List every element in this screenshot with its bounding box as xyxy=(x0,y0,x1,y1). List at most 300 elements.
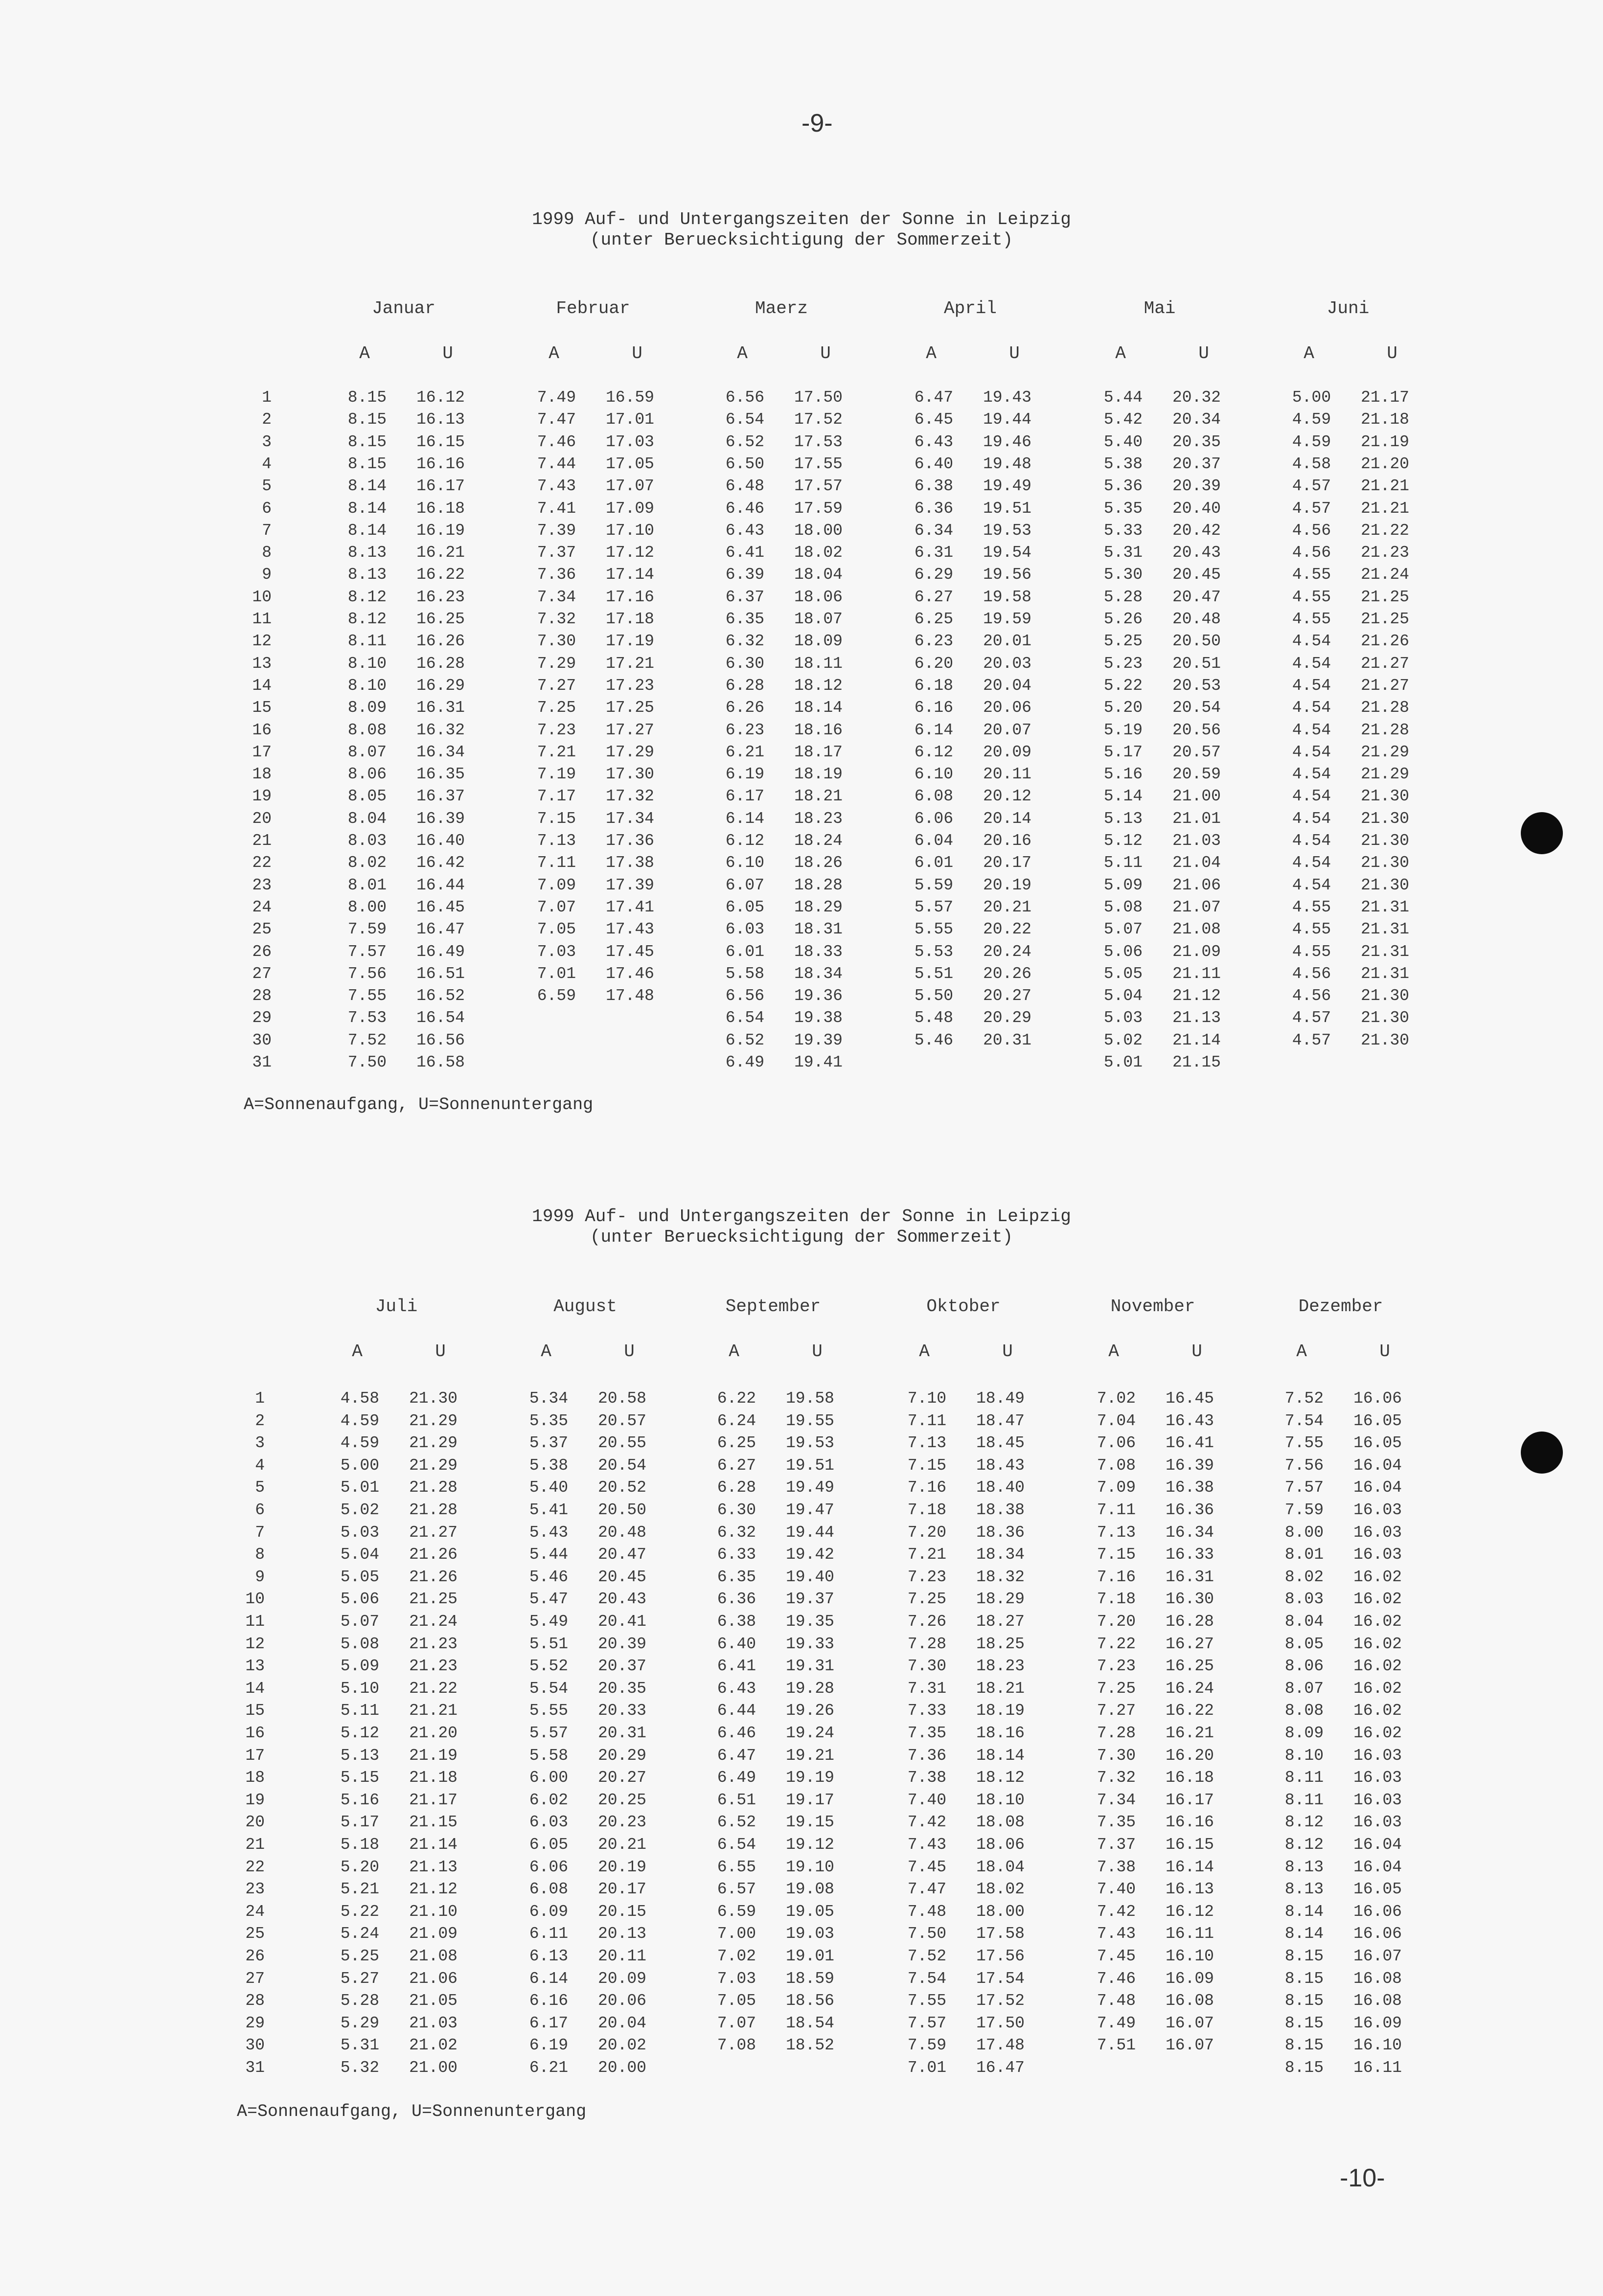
sunrise-cell: 4.55 xyxy=(1292,610,1331,628)
sunrise-cell: 7.30 xyxy=(537,632,576,651)
sunset-cell: 18.34 xyxy=(794,964,843,983)
sunset-cell: 18.32 xyxy=(976,1568,1025,1586)
sunset-cell: 16.03 xyxy=(1353,1523,1402,1542)
sunrise-cell: 7.18 xyxy=(907,1501,946,1519)
sunrise-cell: 6.39 xyxy=(725,566,764,584)
sunrise-cell: 8.09 xyxy=(1284,1724,1324,1742)
day-number: 11 xyxy=(245,1613,265,1631)
sunset-cell: 16.35 xyxy=(416,765,465,784)
sunset-cell: 16.28 xyxy=(416,654,465,673)
sunset-cell: 19.03 xyxy=(785,1925,834,1943)
sunset-cell: 21.14 xyxy=(1172,1031,1221,1049)
sunset-cell: 18.31 xyxy=(794,920,843,939)
sunset-cell: 16.17 xyxy=(1165,1791,1214,1809)
sunrise-cell: 8.11 xyxy=(1284,1769,1324,1787)
sunrise-cell: 7.51 xyxy=(1097,2036,1136,2055)
sunrise-cell: 8.15 xyxy=(1284,1992,1324,2010)
day-number: 19 xyxy=(245,1791,265,1809)
sunrise-cell: 5.06 xyxy=(1103,942,1143,961)
sunset-cell: 19.33 xyxy=(785,1635,834,1653)
sunset-cell: 20.00 xyxy=(597,2059,646,2077)
column-header-a: A xyxy=(359,343,370,364)
sunrise-cell: 4.58 xyxy=(1292,455,1331,473)
day-number: 18 xyxy=(252,765,272,784)
sunset-cell: 16.02 xyxy=(1353,1635,1402,1653)
column-header-a: A xyxy=(1108,1341,1119,1362)
sunrise-cell: 5.27 xyxy=(340,1969,379,1988)
sunrise-cell: 5.05 xyxy=(340,1568,379,1586)
sunset-cell: 16.03 xyxy=(1353,1769,1402,1787)
sunrise-cell: 5.19 xyxy=(1103,721,1143,739)
sunrise-cell: 7.57 xyxy=(347,942,387,961)
sunset-cell: 18.00 xyxy=(794,521,843,540)
day-number: 26 xyxy=(252,942,272,961)
sunset-cell: 19.17 xyxy=(785,1791,834,1809)
sunrise-cell: 7.54 xyxy=(907,1969,946,1988)
sunset-cell: 17.48 xyxy=(976,2036,1025,2055)
sunset-cell: 18.29 xyxy=(794,898,843,916)
sunset-cell: 16.12 xyxy=(1165,1902,1214,1921)
sunrise-cell: 5.08 xyxy=(1103,898,1143,916)
sunset-cell: 20.11 xyxy=(597,1947,646,1965)
sunrise-cell: 4.54 xyxy=(1292,632,1331,651)
sunrise-cell: 7.11 xyxy=(1097,1501,1136,1519)
sunset-cell: 20.04 xyxy=(597,2014,646,2032)
sunset-cell: 16.39 xyxy=(416,809,465,828)
sunset-cell: 16.39 xyxy=(1165,1456,1214,1475)
sunrise-cell: 5.38 xyxy=(529,1456,568,1475)
sunrise-cell: 8.12 xyxy=(347,610,387,628)
sunrise-cell: 7.37 xyxy=(1097,1836,1136,1854)
sunset-cell: 19.51 xyxy=(785,1456,834,1475)
sunset-cell: 19.53 xyxy=(785,1434,834,1453)
sunset-cell: 16.04 xyxy=(1353,1456,1402,1475)
sunrise-cell: 5.28 xyxy=(340,1992,379,2010)
sunrise-cell: 8.10 xyxy=(347,654,387,673)
sunrise-cell: 5.57 xyxy=(529,1724,568,1742)
sunrise-cell: 7.16 xyxy=(907,1478,946,1497)
sunrise-cell: 7.08 xyxy=(1097,1456,1136,1475)
table-title xyxy=(0,1206,1603,1248)
sunset-cell: 17.52 xyxy=(794,410,843,429)
sunset-cell: 20.45 xyxy=(597,1568,646,1586)
sunrise-cell: 6.27 xyxy=(914,588,953,606)
sunset-cell: 19.19 xyxy=(785,1769,834,1787)
sunrise-cell: 6.08 xyxy=(914,787,953,806)
sunrise-cell: 8.07 xyxy=(347,743,387,761)
column-header-u: U xyxy=(1191,1341,1202,1362)
day-number: 25 xyxy=(252,920,272,939)
sunrise-cell: 4.56 xyxy=(1292,987,1331,1005)
sunrise-cell: 6.06 xyxy=(529,1858,568,1876)
sunset-cell: 20.26 xyxy=(983,964,1031,983)
sunrise-cell: 4.54 xyxy=(1292,832,1331,850)
sunrise-cell: 7.00 xyxy=(717,1925,756,1943)
sunrise-cell: 6.17 xyxy=(529,2014,568,2032)
sunrise-cell: 6.47 xyxy=(717,1746,756,1765)
sunset-cell: 17.52 xyxy=(976,1992,1025,2010)
sunset-cell: 20.07 xyxy=(983,721,1031,739)
sunset-cell: 19.21 xyxy=(785,1746,834,1765)
sunset-cell: 17.45 xyxy=(605,942,654,961)
sunrise-cell: 7.46 xyxy=(537,432,576,451)
sunset-cell: 20.01 xyxy=(983,632,1031,651)
sunset-cell: 16.05 xyxy=(1353,1880,1402,1899)
month-header: Februar xyxy=(556,298,630,318)
sunset-cell: 19.54 xyxy=(983,544,1031,562)
sunrise-cell: 6.44 xyxy=(717,1702,756,1720)
sunrise-cell: 8.09 xyxy=(347,699,387,717)
sunset-cell: 18.16 xyxy=(794,721,843,739)
sunrise-cell: 4.55 xyxy=(1292,566,1331,584)
column-header-a: A xyxy=(737,343,748,364)
sunset-cell: 16.54 xyxy=(416,1009,465,1027)
sunset-cell: 16.45 xyxy=(416,898,465,916)
sunset-cell: 19.38 xyxy=(794,1009,843,1027)
sunset-cell: 17.14 xyxy=(605,566,654,584)
sunset-cell: 21.25 xyxy=(1360,610,1409,628)
sunrise-cell: 7.23 xyxy=(537,721,576,739)
sunset-cell: 20.56 xyxy=(1172,721,1221,739)
sunset-cell: 17.59 xyxy=(794,499,843,518)
sunset-cell: 20.39 xyxy=(597,1635,646,1653)
sunrise-cell: 5.57 xyxy=(914,898,953,916)
day-number: 8 xyxy=(262,544,272,562)
sunset-cell: 16.26 xyxy=(416,632,465,651)
day-number: 25 xyxy=(245,1925,265,1943)
sunset-cell: 21.18 xyxy=(1360,410,1409,429)
sunset-cell: 21.07 xyxy=(1172,898,1221,916)
sunset-cell: 16.13 xyxy=(416,410,465,429)
sunset-cell: 18.00 xyxy=(976,1902,1025,1921)
sunset-cell: 19.35 xyxy=(785,1613,834,1631)
sunrise-cell: 7.13 xyxy=(537,832,576,850)
sunrise-cell: 7.27 xyxy=(537,676,576,695)
sunrise-cell: 7.11 xyxy=(537,854,576,872)
sunset-cell: 21.30 xyxy=(1360,854,1409,872)
sunset-cell: 17.48 xyxy=(605,987,654,1005)
sunrise-cell: 8.15 xyxy=(347,455,387,473)
sunrise-cell: 5.26 xyxy=(1103,610,1143,628)
day-number: 20 xyxy=(245,1813,265,1832)
sunset-cell: 18.10 xyxy=(976,1791,1025,1809)
sunrise-cell: 8.01 xyxy=(347,876,387,894)
sunset-cell: 18.06 xyxy=(976,1836,1025,1854)
sunrise-cell: 7.53 xyxy=(347,1009,387,1027)
sunset-cell: 19.37 xyxy=(785,1590,834,1609)
sunset-cell: 18.19 xyxy=(794,765,843,784)
sunrise-cell: 7.07 xyxy=(537,898,576,916)
sunrise-cell: 5.16 xyxy=(1103,765,1143,784)
sunrise-cell: 6.45 xyxy=(914,410,953,429)
day-number: 23 xyxy=(252,876,272,894)
sunrise-cell: 8.15 xyxy=(347,410,387,429)
sunrise-cell: 5.09 xyxy=(340,1657,379,1676)
sunset-cell: 21.06 xyxy=(1172,876,1221,894)
sunrise-cell: 7.39 xyxy=(537,521,576,540)
sunrise-cell: 5.52 xyxy=(529,1657,568,1676)
sunset-cell: 16.16 xyxy=(416,455,465,473)
sunset-cell: 16.56 xyxy=(416,1031,465,1049)
sunset-cell: 19.56 xyxy=(983,566,1031,584)
sunset-cell: 20.43 xyxy=(597,1590,646,1609)
sunrise-cell: 6.18 xyxy=(914,676,953,695)
sunrise-cell: 5.06 xyxy=(340,1590,379,1609)
sunset-cell: 16.07 xyxy=(1165,2014,1214,2032)
sunset-cell: 18.27 xyxy=(976,1613,1025,1631)
day-number: 28 xyxy=(245,1992,265,2010)
sunrise-cell: 7.25 xyxy=(1097,1679,1136,1698)
sunrise-cell: 5.21 xyxy=(340,1880,379,1899)
sunset-cell: 21.18 xyxy=(409,1769,458,1787)
sunrise-cell: 7.45 xyxy=(907,1858,946,1876)
sunrise-cell: 8.07 xyxy=(1284,1679,1324,1698)
sunset-cell: 16.32 xyxy=(416,721,465,739)
sunset-cell: 19.39 xyxy=(794,1031,843,1049)
column-header-a: A xyxy=(926,343,937,364)
sunrise-cell: 4.55 xyxy=(1292,898,1331,916)
sunrise-cell: 8.13 xyxy=(1284,1880,1324,1899)
day-number: 1 xyxy=(255,1389,265,1408)
sunrise-cell: 4.54 xyxy=(1292,765,1331,784)
sunrise-cell: 6.07 xyxy=(725,876,764,894)
sunrise-cell: 6.25 xyxy=(717,1434,756,1453)
sunset-cell: 18.33 xyxy=(794,942,843,961)
sunset-cell: 17.18 xyxy=(605,610,654,628)
sunrise-cell: 6.59 xyxy=(717,1902,756,1921)
sunrise-cell: 8.14 xyxy=(347,477,387,496)
sunset-cell: 20.51 xyxy=(1172,654,1221,673)
sunset-cell: 16.12 xyxy=(416,388,465,407)
sunset-cell: 17.09 xyxy=(605,499,654,518)
sunset-cell: 16.33 xyxy=(1165,1546,1214,1564)
sunrise-cell: 5.09 xyxy=(1103,876,1143,894)
sunset-cell: 19.49 xyxy=(983,477,1031,496)
sunrise-cell: 5.32 xyxy=(340,2059,379,2077)
sunrise-cell: 6.30 xyxy=(717,1501,756,1519)
sunset-cell: 16.22 xyxy=(1165,1702,1214,1720)
sunset-cell: 17.07 xyxy=(605,477,654,496)
sunset-cell: 16.25 xyxy=(416,610,465,628)
sunset-cell: 16.11 xyxy=(1165,1925,1214,1943)
sunset-cell: 21.30 xyxy=(1360,809,1409,828)
sunrise-cell: 4.57 xyxy=(1292,1031,1331,1049)
sunrise-cell: 8.05 xyxy=(1284,1635,1324,1653)
sunset-cell: 21.17 xyxy=(1360,388,1409,407)
sunrise-cell: 6.31 xyxy=(914,544,953,562)
sunrise-cell: 7.59 xyxy=(1284,1501,1324,1519)
sunrise-cell: 7.33 xyxy=(907,1702,946,1720)
sunset-cell: 16.23 xyxy=(416,588,465,606)
sunset-cell: 19.55 xyxy=(785,1411,834,1430)
sunset-cell: 20.09 xyxy=(597,1969,646,1988)
sunset-cell: 18.38 xyxy=(976,1501,1025,1519)
sunset-cell: 21.13 xyxy=(409,1858,458,1876)
day-number: 13 xyxy=(245,1657,265,1676)
day-number: 2 xyxy=(262,410,272,429)
sunset-cell: 20.19 xyxy=(597,1858,646,1876)
sunset-cell: 21.15 xyxy=(1172,1053,1221,1071)
sunrise-cell: 5.11 xyxy=(1103,854,1143,872)
column-header-a: A xyxy=(549,343,559,364)
sunrise-cell: 4.59 xyxy=(340,1434,379,1453)
sunrise-cell: 7.38 xyxy=(1097,1858,1136,1876)
sunrise-cell: 7.30 xyxy=(907,1657,946,1676)
sunrise-cell: 7.42 xyxy=(907,1813,946,1832)
sunrise-cell: 5.58 xyxy=(725,964,764,983)
sunrise-cell: 7.52 xyxy=(907,1947,946,1965)
sunset-cell: 19.44 xyxy=(785,1523,834,1542)
column-header-u: U xyxy=(1002,1341,1013,1362)
sunset-cell: 20.13 xyxy=(597,1925,646,1943)
sunset-cell: 21.29 xyxy=(409,1434,458,1453)
sunset-cell: 16.08 xyxy=(1165,1992,1214,2010)
sunrise-cell: 6.05 xyxy=(529,1836,568,1854)
sunset-cell: 20.23 xyxy=(597,1813,646,1832)
sunset-cell: 20.57 xyxy=(597,1411,646,1430)
sunrise-cell: 7.55 xyxy=(347,987,387,1005)
sunset-cell: 16.20 xyxy=(1165,1746,1214,1765)
sunset-cell: 16.40 xyxy=(416,832,465,850)
sunrise-cell: 7.09 xyxy=(1097,1478,1136,1497)
sunset-cell: 20.11 xyxy=(983,765,1031,784)
sunset-cell: 16.28 xyxy=(1165,1613,1214,1631)
day-number: 15 xyxy=(252,699,272,717)
sunset-cell: 16.05 xyxy=(1353,1434,1402,1453)
day-number: 22 xyxy=(245,1858,265,1876)
sunrise-cell: 5.02 xyxy=(1103,1031,1143,1049)
sunset-cell: 20.27 xyxy=(983,987,1031,1005)
sunset-cell: 21.30 xyxy=(1360,876,1409,894)
sunrise-cell: 6.26 xyxy=(725,699,764,717)
sunset-cell: 16.17 xyxy=(416,477,465,496)
sunset-cell: 21.03 xyxy=(1172,832,1221,850)
sunrise-cell: 6.04 xyxy=(914,832,953,850)
sunset-cell: 19.36 xyxy=(794,987,843,1005)
sunset-cell: 21.25 xyxy=(409,1590,458,1609)
sunset-cell: 19.53 xyxy=(983,521,1031,540)
sunrise-cell: 7.44 xyxy=(537,455,576,473)
sunset-cell: 16.02 xyxy=(1353,1679,1402,1698)
sunset-cell: 20.02 xyxy=(597,2036,646,2055)
sunset-cell: 19.40 xyxy=(785,1568,834,1586)
sunrise-cell: 5.12 xyxy=(340,1724,379,1742)
sunrise-cell: 7.57 xyxy=(907,2014,946,2032)
sunset-cell: 16.25 xyxy=(1165,1657,1214,1676)
sunset-cell: 20.54 xyxy=(1172,699,1221,717)
sunrise-cell: 8.11 xyxy=(347,632,387,651)
sunset-cell: 20.37 xyxy=(1172,455,1221,473)
sunset-cell: 20.16 xyxy=(983,832,1031,850)
sunset-cell: 19.47 xyxy=(785,1501,834,1519)
sunrise-cell: 8.00 xyxy=(1284,1523,1324,1542)
sunrise-cell: 4.57 xyxy=(1292,1009,1331,1027)
sunrise-cell: 5.02 xyxy=(340,1501,379,1519)
sunrise-cell: 7.23 xyxy=(907,1568,946,1586)
sunrise-cell: 5.17 xyxy=(340,1813,379,1832)
sunset-cell: 21.09 xyxy=(409,1925,458,1943)
sunset-cell: 21.08 xyxy=(409,1947,458,1965)
day-number: 31 xyxy=(252,1053,272,1071)
sunset-cell: 16.03 xyxy=(1353,1746,1402,1765)
sunrise-cell: 5.40 xyxy=(1103,432,1143,451)
sunset-cell: 21.12 xyxy=(1172,987,1221,1005)
sunset-cell: 21.29 xyxy=(409,1456,458,1475)
day-number: 4 xyxy=(255,1456,265,1475)
sunset-cell: 21.27 xyxy=(1360,654,1409,673)
sunset-cell: 20.35 xyxy=(1172,432,1221,451)
sunrise-cell: 5.42 xyxy=(1103,410,1143,429)
sunrise-cell: 6.08 xyxy=(529,1880,568,1899)
sunset-cell: 16.21 xyxy=(416,544,465,562)
sunset-cell: 16.10 xyxy=(1353,2036,1402,2055)
sunset-cell: 19.41 xyxy=(794,1053,843,1071)
sunset-cell: 21.29 xyxy=(1360,743,1409,761)
sunset-cell: 16.47 xyxy=(976,2059,1025,2077)
month-header: November xyxy=(1110,1296,1195,1317)
sunrise-cell: 5.35 xyxy=(1103,499,1143,518)
sunrise-cell: 6.43 xyxy=(717,1679,756,1698)
sunset-cell: 19.08 xyxy=(785,1880,834,1899)
sunrise-cell: 4.54 xyxy=(1292,676,1331,695)
day-number: 15 xyxy=(245,1702,265,1720)
sunrise-cell: 4.54 xyxy=(1292,699,1331,717)
sunrise-cell: 4.59 xyxy=(1292,432,1331,451)
sunset-cell: 20.31 xyxy=(597,1724,646,1742)
sunrise-cell: 8.08 xyxy=(1284,1702,1324,1720)
sunset-cell: 21.02 xyxy=(409,2036,458,2055)
column-header-u: U xyxy=(820,343,831,364)
day-number: 16 xyxy=(252,721,272,739)
day-number: 3 xyxy=(255,1434,265,1453)
sunrise-cell: 6.19 xyxy=(529,2036,568,2055)
sunrise-cell: 6.23 xyxy=(914,632,953,651)
sunset-cell: 21.28 xyxy=(1360,699,1409,717)
sunrise-cell: 7.35 xyxy=(1097,1813,1136,1832)
sunrise-cell: 7.48 xyxy=(907,1902,946,1921)
sunrise-cell: 5.00 xyxy=(340,1456,379,1475)
sunrise-cell: 7.25 xyxy=(537,699,576,717)
sunrise-cell: 7.59 xyxy=(347,920,387,939)
sunrise-cell: 6.50 xyxy=(725,455,764,473)
sunset-cell: 21.19 xyxy=(1360,432,1409,451)
sunset-cell: 20.47 xyxy=(597,1546,646,1564)
sunset-cell: 17.50 xyxy=(976,2014,1025,2032)
sunset-cell: 18.59 xyxy=(785,1969,834,1988)
sunset-cell: 20.41 xyxy=(597,1613,646,1631)
sunrise-cell: 4.55 xyxy=(1292,942,1331,961)
sunset-cell: 18.29 xyxy=(976,1590,1025,1609)
sunset-cell: 19.10 xyxy=(785,1858,834,1876)
sunset-cell: 20.15 xyxy=(597,1902,646,1921)
sunset-cell: 20.50 xyxy=(1172,632,1221,651)
sunrise-cell: 6.22 xyxy=(717,1389,756,1408)
sunrise-cell: 6.54 xyxy=(725,1009,764,1027)
sunrise-cell: 5.07 xyxy=(1103,920,1143,939)
sunrise-cell: 7.59 xyxy=(907,2036,946,2055)
day-number: 29 xyxy=(252,1009,272,1027)
column-header-a: A xyxy=(1304,343,1314,364)
sunrise-cell: 5.03 xyxy=(1103,1009,1143,1027)
sunset-cell: 18.17 xyxy=(794,743,843,761)
sunrise-cell: 7.32 xyxy=(537,610,576,628)
sunrise-cell: 5.55 xyxy=(529,1702,568,1720)
sunrise-cell: 5.25 xyxy=(1103,632,1143,651)
sunset-cell: 20.52 xyxy=(597,1478,646,1497)
sunrise-cell: 6.59 xyxy=(537,987,576,1005)
sunset-cell: 21.27 xyxy=(1360,676,1409,695)
sunset-cell: 19.12 xyxy=(785,1836,834,1854)
